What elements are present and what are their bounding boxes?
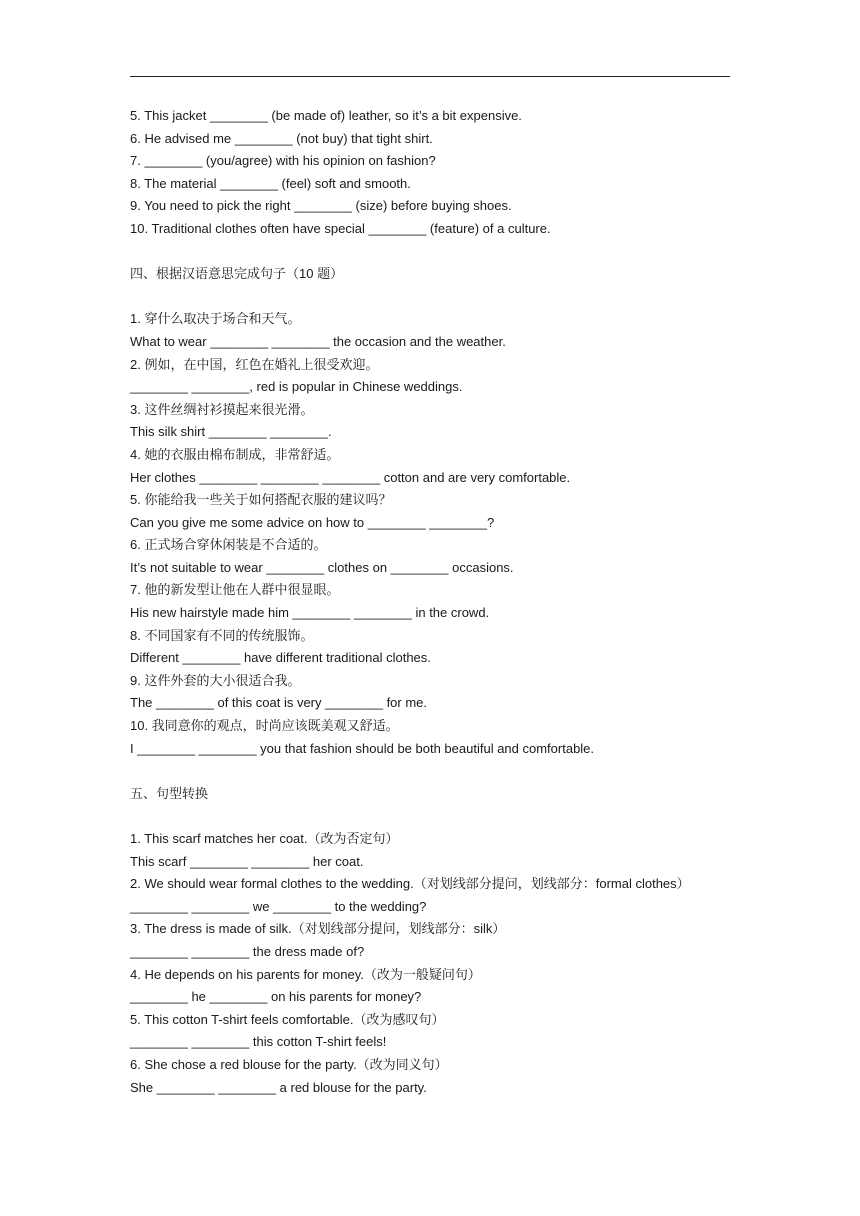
exercise-item: 7. ________ (you/agree) with his opinion on fashion? [130, 153, 436, 169]
spacer [130, 805, 740, 828]
exercise-answer: ________ he ________ on his parents for money? [130, 989, 422, 1005]
document-content [130, 105, 740, 1099]
exercise-answer-en: The ________ of this coat is very ________ for me. [130, 695, 428, 711]
exercise-item: 6. He advised me ________ (not buy) that tight shirt. [130, 130, 433, 146]
exercise-answer-en: This silk shirt ________ ________. [130, 424, 332, 440]
exercise-question: 3. The dress is made of silk.（对划线部分提问，划线部分：silk） [130, 921, 506, 937]
exercise-answer-en: His new hairstyle made him ________ ________ in the crowd. [130, 605, 490, 621]
exercise-answer-en: Different ________ have different traditional clothes. [130, 650, 431, 666]
exercise-prompt-zh: 7. 他的新发型让他在人群中很显眼。 [130, 582, 340, 598]
section-title-part5: 五、句型转换 [130, 785, 209, 801]
spacer [130, 760, 740, 783]
exercise-answer-en: ________ ________, red is popular in Chinese weddings. [130, 379, 463, 395]
exercise-question: 4. He depends on his parents for money.（改为一般疑问句） [130, 966, 481, 982]
section-title-part4: 四、根据汉语意思完成句子（10 题） [130, 266, 344, 282]
exercise-prompt-zh: 9. 这件外套的大小很适合我。 [130, 672, 301, 688]
header-rule [130, 76, 730, 77]
exercise-question: 1. This scarf matches her coat.（改为否定句） [130, 831, 399, 846]
exercise-answer-en: Can you give me some advice on how to ________ ________? [130, 514, 495, 530]
exercise-prompt-zh: 2. 例如，在中国，红色在婚礼上很受欢迎。 [130, 356, 379, 372]
exercise-answer: This scarf ________ ________ her coat. [130, 853, 364, 869]
exercise-answer-en: Her clothes ________ ________ ________ cotton and are very comfortable. [130, 469, 571, 485]
exercise-item: 10. Traditional clothes often have special ________ (feature) of a culture. [130, 220, 551, 236]
exercise-prompt-zh: 3. 这件丝绸衬衫摸起来很光滑。 [130, 401, 314, 417]
exercise-prompt-zh: 1. 穿什么取决于场合和天气。 [130, 311, 301, 327]
exercise-answer-en: It’s not suitable to wear ________ clothes on ________ occasions. [130, 559, 514, 575]
exercise-answer-en: I ________ ________ you that fashion should be both beautiful and comfortable. [130, 740, 595, 756]
exercise-item: 8. The material ________ (feel) soft and smooth. [130, 175, 411, 191]
exercise-answer-en: What to wear ________ ________ the occasion and the weather. [130, 333, 506, 349]
exercise-prompt-zh: 4. 她的衣服由棉布制成，非常舒适。 [130, 446, 340, 462]
exercise-answer: She ________ ________ a red blouse for the party. [130, 1079, 427, 1095]
exercise-answer: ________ ________ the dress made of? [130, 943, 365, 959]
spacer [130, 241, 740, 264]
exercise-prompt-zh: 8. 不同国家有不同的传统服饰。 [130, 627, 314, 643]
spacer [130, 286, 740, 309]
exercise-prompt-zh: 6. 正式场合穿休闲装是不合适的。 [130, 537, 327, 553]
exercise-prompt-zh: 10. 我同意你的观点，时尚应该既美观又舒适。 [130, 718, 399, 734]
exercise-item: 5. This jacket ________ (be made of) leather, so it’s a bit expensive. [130, 108, 522, 123]
exercise-answer: ________ ________ we ________ to the wedding? [130, 898, 427, 914]
exercise-question: 6. She chose a red blouse for the party.（改为同义句） [130, 1056, 448, 1072]
exercise-question: 2. We should wear formal clothes to the wedding.（对划线部分提问，划线部分：formal clothes） [130, 876, 690, 892]
exercise-question: 5. This cotton T-shirt feels comfortable.（改为感叹句） [130, 1011, 445, 1027]
exercise-prompt-zh: 5. 你能给我一些关于如何搭配衣服的建议吗？ [130, 492, 392, 508]
exercise-answer: ________ ________ this cotton T-shirt feels! [130, 1034, 387, 1050]
exercise-item: 9. You need to pick the right ________ (size) before buying shoes. [130, 198, 512, 214]
